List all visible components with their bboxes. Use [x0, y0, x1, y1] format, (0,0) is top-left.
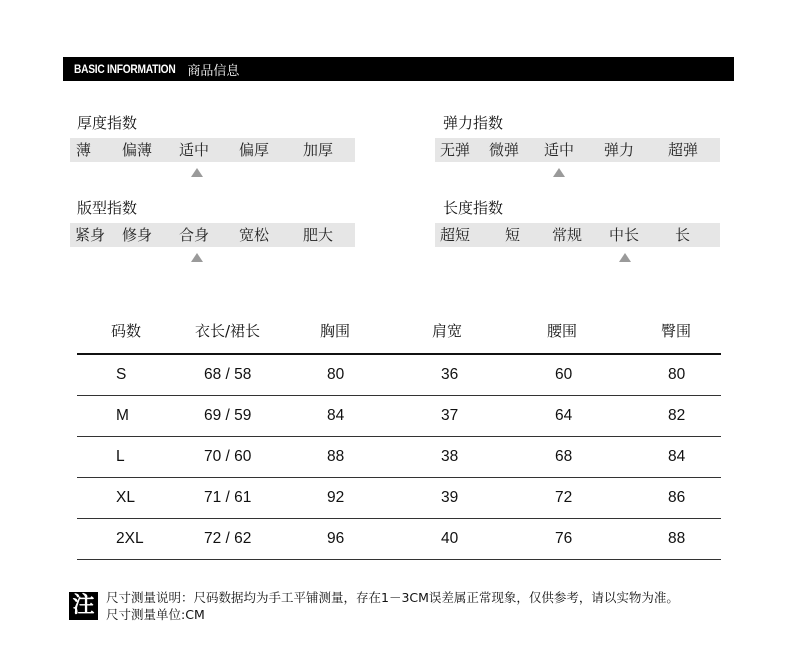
waist-cell: 60 — [555, 366, 573, 383]
index-option: 短 — [505, 226, 521, 244]
length-cell: 72 / 62 — [204, 530, 252, 547]
table-row — [77, 396, 721, 437]
shoulder-cell: 36 — [441, 366, 459, 383]
shoulder-cell: 37 — [441, 407, 459, 424]
size-cell: 2XL — [116, 530, 144, 547]
index-option: 超短 — [440, 226, 471, 244]
note-mark: 注 — [69, 592, 98, 620]
index-title: 版型指数 — [77, 199, 138, 217]
index-title: 弹力指数 — [443, 114, 504, 132]
fit-index — [70, 198, 355, 247]
section-header-bar — [63, 57, 734, 81]
hip-cell: 80 — [668, 366, 686, 383]
table-row — [77, 355, 721, 396]
waist-cell: 68 — [555, 448, 573, 465]
index-option: 加厚 — [303, 141, 334, 159]
bust-cell: 96 — [327, 530, 345, 547]
shoulder-cell: 39 — [441, 489, 459, 506]
index-option: 宽松 — [239, 226, 270, 244]
hip-cell: 88 — [668, 530, 686, 547]
index-option: 无弹 — [440, 141, 471, 159]
hip-cell: 82 — [668, 407, 686, 424]
column-header-length: 衣长/裙长 — [195, 322, 261, 340]
index-option: 偏薄 — [122, 141, 153, 159]
selected-level-marker — [191, 168, 203, 177]
column-header-shoulder: 肩宽 — [432, 322, 463, 340]
column-header-hip: 臀围 — [661, 322, 692, 340]
hip-cell: 86 — [668, 489, 686, 506]
length-index — [435, 198, 720, 247]
length-cell: 70 / 60 — [204, 448, 252, 465]
size-table — [77, 312, 721, 560]
size-cell: L — [116, 448, 125, 465]
waist-cell: 72 — [555, 489, 573, 506]
length-cell: 68 / 58 — [204, 366, 252, 383]
index-option: 肥大 — [303, 226, 334, 244]
index-title: 厚度指数 — [77, 114, 138, 132]
length-cell: 71 / 61 — [204, 489, 252, 506]
column-header-waist: 腰围 — [547, 322, 578, 340]
hip-cell: 84 — [668, 448, 686, 465]
index-scale-bar — [70, 223, 355, 247]
measurement-note — [69, 588, 769, 622]
index-option: 偏厚 — [239, 141, 270, 159]
index-scale-bar — [435, 223, 720, 247]
waist-cell: 76 — [555, 530, 573, 547]
table-row — [77, 437, 721, 478]
table-header-row — [77, 312, 721, 355]
table-row — [77, 519, 721, 560]
index-scale-bar — [435, 138, 720, 162]
selected-level-marker — [619, 253, 631, 262]
column-header-bust: 胸围 — [320, 322, 351, 340]
shoulder-cell: 40 — [441, 530, 459, 547]
bust-cell: 84 — [327, 407, 345, 424]
index-option: 超弹 — [668, 141, 699, 159]
index-option: 长 — [675, 226, 691, 244]
size-cell: M — [116, 407, 129, 424]
column-header-size: 码数 — [111, 322, 142, 340]
bust-cell: 92 — [327, 489, 345, 506]
index-option: 合身 — [179, 226, 210, 244]
section-title-cn: 商品信息 — [187, 63, 240, 79]
index-option: 适中 — [179, 141, 210, 159]
index-option: 弹力 — [604, 141, 635, 159]
thickness-index — [70, 113, 355, 162]
elasticity-index — [435, 113, 720, 162]
table-row — [77, 478, 721, 519]
selected-level-marker — [553, 168, 565, 177]
index-option: 适中 — [544, 141, 575, 159]
bust-cell: 80 — [327, 366, 345, 383]
shoulder-cell: 38 — [441, 448, 459, 465]
waist-cell: 64 — [555, 407, 573, 424]
index-option: 薄 — [76, 141, 92, 159]
note-line-2: 尺寸测量单位:CM — [106, 607, 205, 622]
section-title-en: BASIC INFORMATION — [74, 62, 176, 76]
index-title: 长度指数 — [443, 199, 504, 217]
size-cell: S — [116, 366, 127, 383]
bust-cell: 88 — [327, 448, 345, 465]
note-line-1: 尺寸测量说明：尺码数据均为手工平铺测量，存在1－3CM误差属正常现象，仅供参考，请以实物为准。 — [106, 590, 679, 605]
index-option: 修身 — [122, 226, 153, 244]
index-option: 微弹 — [489, 141, 520, 159]
length-cell: 69 / 59 — [204, 407, 252, 424]
selected-level-marker — [191, 253, 203, 262]
index-option: 常规 — [552, 226, 583, 244]
index-scale-bar — [70, 138, 355, 162]
index-option: 紧身 — [75, 226, 106, 244]
index-option: 中长 — [609, 226, 640, 244]
size-cell: XL — [116, 489, 135, 506]
